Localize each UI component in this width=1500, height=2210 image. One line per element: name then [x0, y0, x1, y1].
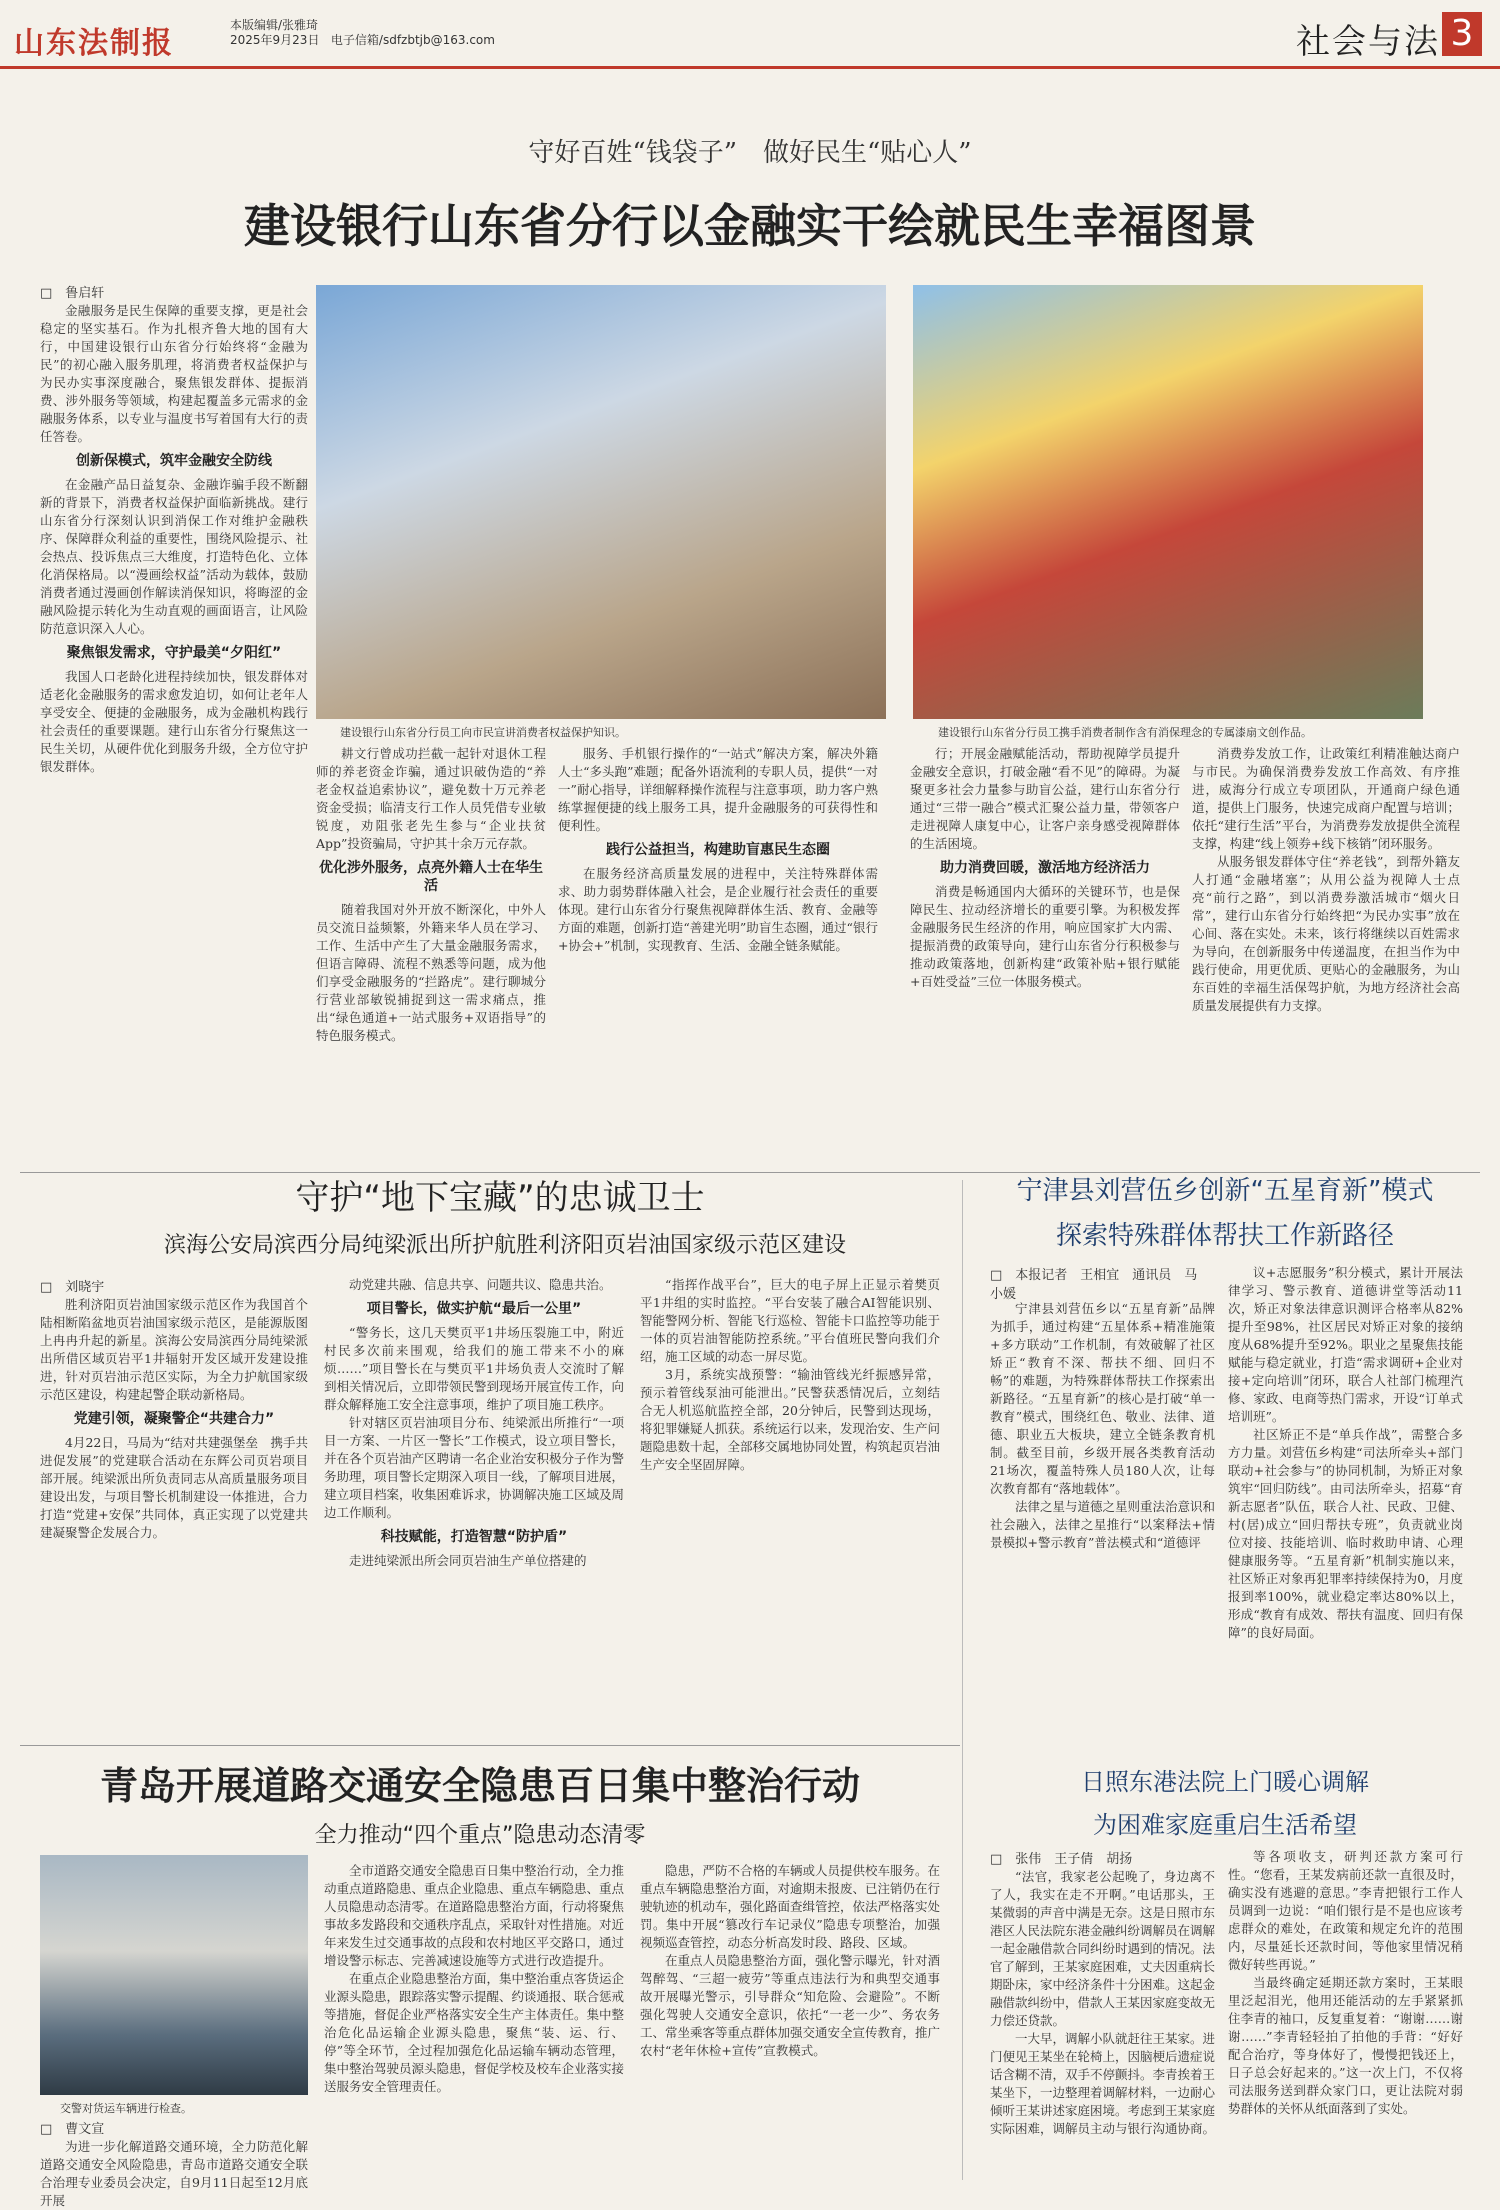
lead-photo-1: [316, 285, 886, 719]
lead-sub-2: 聚焦银发需求，守护最美“夕阳红”: [66, 645, 282, 661]
story2-byline: □ 刘晓宇: [40, 1280, 105, 1295]
story2-sub-3: 科技赋能，打造智慧“防护盾”: [380, 1529, 568, 1545]
lead-sub-4: 践行公益担当，构建助盲惠民生态圈: [606, 842, 830, 858]
editor-email: 电子信箱/sdfzbtjb@163.com: [330, 33, 495, 47]
lead-col-1: 金融服务是民生保障的重要支撑，更是社会稳定的坚实基石。作为扎根齐鲁大地的国有大行，中国建设银行山东省分行始终将“金融为民”的初心融入服务肌理，将消费者权益保护与为民办实事深度融合，聚焦银发群体、提振消费、涉外服务等领域，构建起覆盖多元需求的金融服务体系，以专业与温度书写着国有大行的责任答卷。 创新保模式，筑牢金融安全防线 在金融产品日益复杂、金融诈骗手段不断翻新的背景下，消费者权益保护面临新挑战。建行山东省分行深刻认识到消保工作对维护金融秩序、保障群众利益的重要性，围绕风险提示、社会热点、投诉焦点三大维度，打造特色化、立体化消保格局。以“漫画绘权益”活动为载体，鼓励消费者通过漫画创作解读消保知识，将晦涩的金融风险提示转化为生动直观的画面语言，让风险防范意识深入人心。 聚焦银发需求，守护最美“夕阳红” 我国人口老龄化进程持续加快，银发群体对适老化金融服务的需求愈发迫切，如何让老年人享受安全、便捷的金融服务，成为金融机构践行社会责任的重要课题。建行山东省分行聚焦这一民生关切，从硬件优化到服务升级，全方位守护银发群体。: [40, 303, 308, 774]
lead-col-5: 消费券发放工作，让政策红利精准触达商户与市民。为确保消费券发放工作高效、有序推进，威海分行成立专项团队，开通商户绿色通道，提供上门服务，快速完成商户配置与培训；依托“建行生活”平台，为消费券发放提供全流程支撑，构建“线上领券+线下核销”闭环服务。 从服务银发群体守住“养老钱”，到帮外籍友人打通“金融堵塞”；从用公益为视障人士点亮“前行之路”，到以消费券激活城市“烟火日常”，建行山东省分行始终把“为民办实事”放在心间、落在实处。未来，该行将继续以百姓需求为导向，在创新服务中传递温度，在担当作为中践行使命，用更优质、更贴心的金融服务，为山东百姓的幸福生活保驾护航，为地方经济社会高质量发展提供有力支撑。: [1192, 746, 1460, 1013]
story4-byline: □ 曹文宣: [40, 2122, 105, 2137]
story4-headline: 青岛开展道路交通安全隐患百日集中整治行动: [99, 1764, 860, 1808]
story4-col-2: 全市道路交通安全隐患百日集中整治行动，全力推动重点道路隐患、重点企业隐患、重点车辆隐患、重点人员隐患动态清零。在道路隐患整治方面，行动将聚焦事故多发路段和交通秩序乱点，采取针对性措施。对近年来发生过交通事故的点段和农村地区平交路口，通过增设警示标志、完善减速设施等方式进行改造提升。 在重点企业隐患整治方面，集中整治重点客货运企业源头隐患，跟踪落实警示提醒、约谈通报、联合惩戒等措施，督促企业严格落实安全生产主体责任。集中整治危化品运输企业源头隐患，聚焦“装、运、行、停”等全环节，全过程加强危化品运输车辆动态管理，集中整治驾驶员源头隐患，督促学校及校车企业落实接送服务安全管理责任。: [324, 1863, 625, 2094]
issue-date: 2025年9月23日: [230, 33, 320, 47]
masthead-meta: [230, 18, 495, 48]
lead-photo-2: [913, 285, 1423, 719]
lead-photo-2-caption: 建设银行山东省分行员工携手消费者制作含有消保理念的专属漆扇文创作品。: [938, 726, 1312, 739]
lead-sub-3: 优化涉外服务，点亮外籍人士在华生活: [319, 860, 543, 894]
lead-sub-5: 助力消费回暖，激活地方经济活力: [940, 860, 1150, 876]
lead-sub-1: 创新保模式，筑牢金融安全防线: [76, 453, 272, 469]
story5-subtitle: 为困难家庭重启生活希望: [1093, 1811, 1357, 1839]
page-number: 3: [1442, 12, 1482, 56]
story2-col-1: 胜利济阳页岩油国家级示范区作为我国首个陆相断陷盆地页岩油国家级示范区，是能源版图上冉冉升起的新星。滨海公安局滨西分局纯梁派出所借区域页岩平1井辐射开发区域开发建设推进，针对页岩油示范区实际，为全力护航国家级示范区建设，构建起警企联动新格局。 党建引领，凝聚警企“共建合力” 4月22日，马局为“结对共建强堡垒 携手共进促发展”的党建联合活动在东辉公司页岩项目部开展。纯梁派出所负责同志从高质量服务项目建设出发，与项目警长机制建设一体推进，合力打造“党建+安保”共同体，真正实现了以党建共建凝聚警企发展合力。: [40, 1297, 308, 1540]
newspaper-logo: 山东法制报: [14, 26, 174, 61]
story4-photo-caption: 交警对货运车辆进行检查。: [60, 2102, 192, 2115]
story3-byline: □ 本报记者 王相宜 通讯员 马小媛: [990, 1268, 1198, 1302]
story2-headline: 守护“地下宝藏”的忠诚卫士: [295, 1178, 705, 1218]
section-title: 社会与法: [1296, 22, 1440, 62]
story3-col-1: 宁津县刘营伍乡以“五星育新”品牌为抓手，通过构建“五星体系+精准施策+多方联动”工作机制，有效破解了社区矫正“教育不深、帮扶不细、回归不畅”的难题，为特殊群体帮扶工作探索出新路径。“五星育新”的核心是打破“单一教育”模式，围绕红色、敬业、法律、道德、职业五大板块，建立全链条教育机制。截至目前，乡级开展各类教育活动21场次，覆盖特殊人员180人次，让每次教育都有“落地载体”。 法律之星与道德之星则重法治意识和社会融入，法律之星推行“以案释法+情景模拟+警示教育”普法模式和“道德评: [990, 1301, 1216, 1550]
lead-headline: 建设银行山东省分行以金融实干绘就民生幸福图景: [244, 199, 1256, 253]
divider-2: [20, 1745, 960, 1746]
story2-col-2: 动党建共融、信息共享、问题共议、隐患共治。 项目警长，做实护航“最后一公里” “警务长，这几天樊页平1井场压裂施工中，附近村民多次前来围观，给我们的施工带来不小的麻烦……”项目警长在与樊页平1井场负责人交流时了解到相关情况后，立即带领民警到现场开展宣传工作，向群众解释施工安全注意事项，维护了项目施工秩序。 针对辖区页岩油项目分布、纯梁派出所推行“一项目一方案、一片区一警长”工作模式，设立项目警长，并在各个页岩油产区聘请一名企业治安积极分子作为警务助理，项目警长定期深入项目一线，了解项目进展，建立项目档案，收集困难诉求，协调解决施工区域及周边工作顺利。 科技赋能，打造智慧“防护盾” 走进纯梁派出所会同页岩油生产单位搭建的: [324, 1277, 625, 1568]
story4-subtitle: 全力推动“四个重点”隐患动态清零: [314, 1823, 646, 1848]
editor-line: 本版编辑/张雅琦: [230, 18, 319, 32]
column-rule: [962, 1180, 963, 2180]
story5-col-1: “法官，我家老公起晚了，身边离不了人，我实在走不开啊。”电话那头，王某微弱的声音中满是无奈。这是日照市东港区人民法院东港金融纠纷调解员在调解一起金融借款合同纠纷时遇到的情况。法官了解到，王某家庭困难，丈夫因重病长期卧床，家中经济条件十分困难。这起金融借款纠纷中，借款人王某因家庭变故无力偿还贷款。 一大早，调解小队就赶往王某家。进门便见王某坐在轮椅上，因脑梗后遗症说话含糊不清，双手不停颤抖。李青挨着王某坐下，一边整理着调解材料，一边耐心倾听王某讲述家庭困境。考虑到王某家庭实际困难，调解员主动与银行沟通协商。: [990, 1869, 1216, 2136]
lead-kicker: 守好百姓“钱袋子” 做好民生“贴心人”: [528, 138, 972, 168]
story2-sub-1: 党建引领，凝聚警企“共建合力”: [73, 1411, 275, 1427]
story3-col-2: 议+志愿服务”积分模式，累计开展法律学习、警示教育、道德讲堂等活动11次，矫正对象法律意识测评合格率从82%提升至98%，社区居民对矫正对象的接纳度从68%提升至92%。职业之星聚焦技能赋能与稳定就业，打造“需求调研+企业对接+定向培训”闭环，联合人社部门梳理汽修、家政、电商等热门需求，开设“订单式培训班”。 社区矫正不是“单兵作战”，需整合多方力量。刘营伍乡构建“司法所牵头+部门联动+社会参与”的协同机制，为矫正对象筑牢“回归防线”。由司法所牵头，招募“育新志愿者”队伍，联合人社、民政、卫健、村(居)成立“回归帮扶专班”，负责就业岗位对接、技能培训、临时救助申请、心理健康服务等。“五星育新”机制实施以来，社区矫正对象再犯罪率持续保持为0，月度报到率100%，就业稳定率达80%以上，形成“教育有成效、帮扶有温度、回归有保障”的良好局面。: [1228, 1265, 1463, 1640]
lead-col-3: 服务、手机银行操作的“一站式”解决方案，解决外籍人士“多头跑”难题；配备外语流利的专职人员，提供“一对一”耐心指导，详细解释操作流程与注意事项，助力客户熟练掌握便捷的线上服务工具，提升金融服务的可获得性和便利性。 践行公益担当，构建助盲惠民生态圈 在服务经济高质量发展的进程中，关注特殊群体需求、助力弱势群体融入社会，是企业履行社会责任的重要体现。建行山东省分行聚焦视障群体生活、教育、金融等方面的难题，创新打造“善建光明”助盲生态圈，通过“银行+协会+”机制，实现教育、生活、金融全链条赋能。: [558, 746, 878, 953]
lead-col-4: 行；开展金融赋能活动，帮助视障学员提升金融安全意识，打破金融“看不见”的障碍。为凝聚更多社会力量参与助盲公益，建行山东省分行通过“三带一融合”模式汇聚公益力量，带领客户走进视障人康复中心，让客户亲身感受视障群体的生活困境。 助力消费回暖，激活地方经济活力 消费是畅通国内大循环的关键环节，也是保障民生、拉动经济增长的重要引擎。为积极发挥金融服务民生经济的作用，响应国家扩大内需、提振消费的政策导向，建行山东省分行积极参与推动政策落地，创新构建“政策补贴+银行赋能+百姓受益”三位一体服务模式。: [910, 746, 1180, 989]
story2-col-3: “指挥作战平台”，巨大的电子屏上正显示着樊页平1井组的实时监控。“平台安装了融合AI智能识别、智能警网分析、智能飞行巡检、智能卡口监控等功能于一体的页岩油智能防控系统。”平台值班民警向我们介绍，施工区域的动态一屏尽览。 3月，系统实战预警：“输油管线光纤振感异常，预示着管线泵油可能泄出。”民警获悉情况后，立刻结合无人机巡航监控全部，20分钟后，民警到达现场，将犯罪嫌疑人抓获。系统运行以来，发现治安、生产问题隐患数十起，全部移交属地协同处置，构筑起页岩油生产安全坚固屏障。: [640, 1277, 941, 1472]
lead-photo-1-caption: 建设银行山东省分行员工向市民宣讲消费者权益保护知识。: [340, 726, 626, 739]
lead-col-2: 耕文行曾成功拦截一起针对退休工程师的养老资金诈骗，通过识破伪造的“养老金权益追索协议”，避免数十万元养老资金受损；临清支行工作人员凭借专业敏锐度，劝阻张老先生参与“企业扶贫App”投资骗局，守护其十余万元存款。 优化涉外服务，点亮外籍人士在华生活 随着我国对外开放不断深化，中外人员交流日益频繁，外籍来华人员在学习、工作、生活中产生了大量金融服务需求，但语言障碍、流程不熟悉等问题，成为他们享受金融服务的“拦路虎”。建行聊城分行营业部敏锐捕捉到这一需求痛点，推出“绿色通道+一站式服务+双语指导”的特色服务模式。: [316, 746, 546, 1043]
lead-byline: □ 鲁启轩: [40, 286, 105, 301]
story5-byline: □ 张伟 王子倩 胡扬: [990, 1852, 1133, 1867]
story2-subtitle: 滨海公安局滨西分局纯梁派出所护航胜利济阳页岩油国家级示范区建设: [163, 1233, 846, 1258]
story3-subtitle: 探索特殊群体帮扶工作新路径: [1055, 1221, 1394, 1251]
story2-sub-2: 项目警长，做实护航“最后一公里”: [366, 1301, 582, 1317]
story5-headline: 日照东港法院上门暖心调解: [1081, 1768, 1369, 1796]
story4-col-1: 为进一步化解道路交通环境，全力防范化解道路交通安全风险隐患，青岛市道路交通安全联合治理专业委员会决定，自9月11日起至12月底开展: [40, 2139, 308, 2208]
story4-col-3: 隐患，严防不合格的车辆或人员提供校车服务。在重点车辆隐患整治方面，对逾期未报废、已注销仍在行驶轨迹的机动车，强化路面查缉管控，依法严格落实处罚。集中开展“篡改行车记录仪”隐患专项整治，加强视频巡查管控，动态分析高发时段、路段、区域。 在重点人员隐患整治方面，强化警示曝光，针对酒驾醉驾、“三超一疲劳”等重点违法行为和典型交通事故开展曝光警示，引导群众“知危险、会避险”。不断强化驾驶人交通安全意识，依托“一老一少”、务农务工、常坐乘客等重点群体加强交通安全宣传教育，推广农村“老年休检+宣传”宣教模式。: [640, 1863, 941, 2058]
story4-photo: [40, 1855, 308, 2095]
story3-headline: 宁津县刘营伍乡创新“五星育新”模式: [1016, 1176, 1434, 1206]
story5-col-2: 等各项收支，研判还款方案可行性。“您看，王某发病前还款一直很及时，确实没有逃避的意思。”李青把银行工作人员调到一边说：“咱们银行是不是也应该考虑群众的难处，在政策和规定允许的范围内，尽量延长还款时间，等他家里情况稍微好转些再说。” 当最终确定延期还款方案时，王某眼里泛起泪光，他用还能活动的左手紧紧抓住李青的袖口，反复重复着：“谢谢……谢谢……”李青轻轻拍了拍他的手背：“好好配合治疗，等身体好了，慢慢把钱还上，日子总会好起来的。”这一次上门，不仅将司法服务送到群众家门口，更让法院对弱势群体的关怀从纸面落到了实处。: [1228, 1849, 1463, 2116]
header-rule: [0, 66, 1500, 69]
